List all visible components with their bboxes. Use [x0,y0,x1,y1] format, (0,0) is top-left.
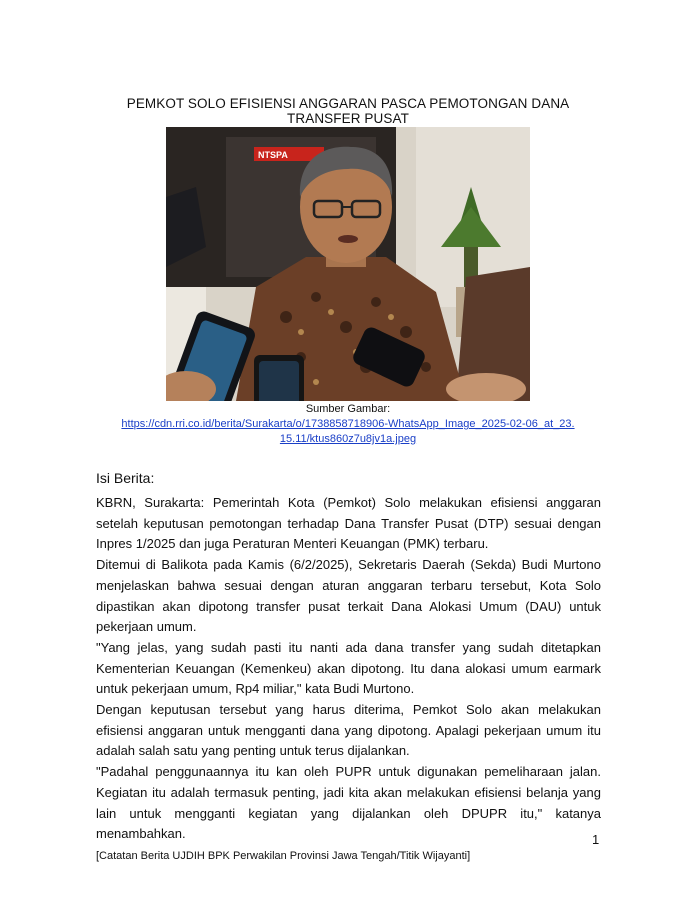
image-caption [120,402,576,447]
document-title: PEMKOT SOLO EFISIENSI ANGGARAN PASCA PEMOTONGAN DANA TRANSFER PUSAT [126,96,570,126]
paragraph: KBRN, Surakarta: Pemerintah Kota (Pemkot) Solo melakukan efisiensi anggaran setelah keputusan pemotongan terhadap Dana Transfer Pusat (DTP) sesuai dengan Inpres 1/2025 dan juga Peraturan Menteri Keuangan (PMK) terbaru. [96,495,601,552]
paragraph: Dengan keputusan tersebut yang harus diterima, Pemkot Solo akan melakukan efisiensi anggaran untuk mengganti dana yang dipotong. Apalagi pekerjaan umum itu adalah salah satu yang penting untuk terus dijalankan. [96,702,601,759]
page-number: 1 [592,832,600,847]
paragraph: "Yang jelas, yang sudah pasti itu nanti ada dana transfer yang sudah ditetapkan Kementerian Keuangan (Kemenkeu) akan dipotong. Itu dana alokasi umum earmark untuk pekerjaan umum, Rp4 miliar," kata Budi Murtono. [96,639,601,697]
news-photo [166,127,530,401]
page-footer: [Catatan Berita UJDIH BPK Perwakilan Provinsi Jawa Tengah/Titik Wijayanti] [96,850,471,862]
paragraph: "Padahal penggunaannya itu kan oleh PUPR untuk digunakan pemeliharaan jalan. Kegiatan itu adalah termasuk penting, jadi kita akan melakukan efisiensi belanja yang lain untuk mengganti kegiatan yang dijalankan oleh DPUPR itu," katanya menambahkan. [96,764,601,842]
article-body [96,468,601,845]
sign-text: NTSPA [258,150,288,160]
caption-label: Sumber Gambar: [305,403,391,415]
image-source-link[interactable]: https://cdn.rri.co.id/berita/Surakarta/o/1738858718906-WhatsApp_Image_2025-02-06_at_23.15.11/ktus860z7u8jv1a.jpeg [121,418,575,445]
section-label: Isi Berita: [96,470,155,486]
paragraph: Ditemui di Balikota pada Kamis (6/2/2025), Sekretaris Daerah (Sekda) Budi Murtono menjelaskan bahwa sesuai dengan aturan anggaran terbaru tersebut, Kota Solo dipastikan akan dipotong transfer pusat terkait Dana Alokasi Umum (DAU) untuk pekerjaan umum. [96,557,601,635]
